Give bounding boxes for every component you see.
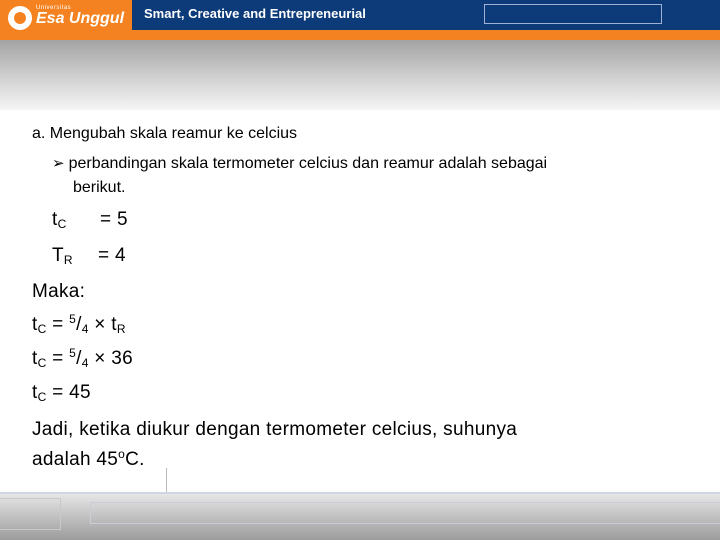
slide-heading: a. Mengubah skala reamur ke celcius (32, 125, 298, 142)
maka-label: Maka: (32, 281, 86, 302)
ratio-r-symbol: T (52, 245, 64, 266)
equation-3: $t_C = 45$ (32, 382, 91, 404)
arrow-bullet-icon: ➢ (52, 155, 65, 172)
ratio-c-subscript: C (57, 217, 67, 231)
logo-subtitle: Universitas (36, 5, 72, 11)
degree-symbol: o (118, 447, 126, 461)
header-bar (0, 0, 720, 40)
ratio-r-value: = 4 (98, 245, 126, 266)
tagline-bar (132, 0, 720, 30)
tagline-decor-box (484, 4, 662, 24)
logo-text: Esa Unggul (36, 10, 125, 27)
ratio-reamur (52, 245, 126, 267)
top-gray-band (0, 40, 720, 110)
tagline: Smart, Creative and Entrepreneurial (144, 6, 366, 21)
bullet-text: perbandingan skala termometer celcius dan reamur adalah sebagai (68, 155, 548, 172)
ratio-celcius (52, 209, 128, 231)
equation-2: $t_C = ^5/_4 \times 36$ (32, 346, 133, 370)
footer-decor-box (90, 502, 720, 524)
ratio-r-subscript: R (63, 253, 73, 267)
logo (2, 0, 130, 36)
footer-top-line (0, 492, 720, 494)
bullet-continuation: berikut. (73, 179, 126, 196)
conclusion-line-1: Jadi, ketika diukur dengan termometer celcius, suhunya (32, 419, 518, 440)
ratio-c-symbol: t (52, 209, 58, 230)
equation-1: $t_C = ^5/_4 \times t_R$ (32, 312, 126, 336)
conclusion-line-2: adalah 45$^o$C. (32, 447, 145, 470)
ratio-c-value: = 5 (100, 209, 128, 230)
bullet-line (52, 154, 547, 173)
footer-decor-left (0, 498, 61, 530)
logo-emblem-icon (8, 6, 32, 30)
